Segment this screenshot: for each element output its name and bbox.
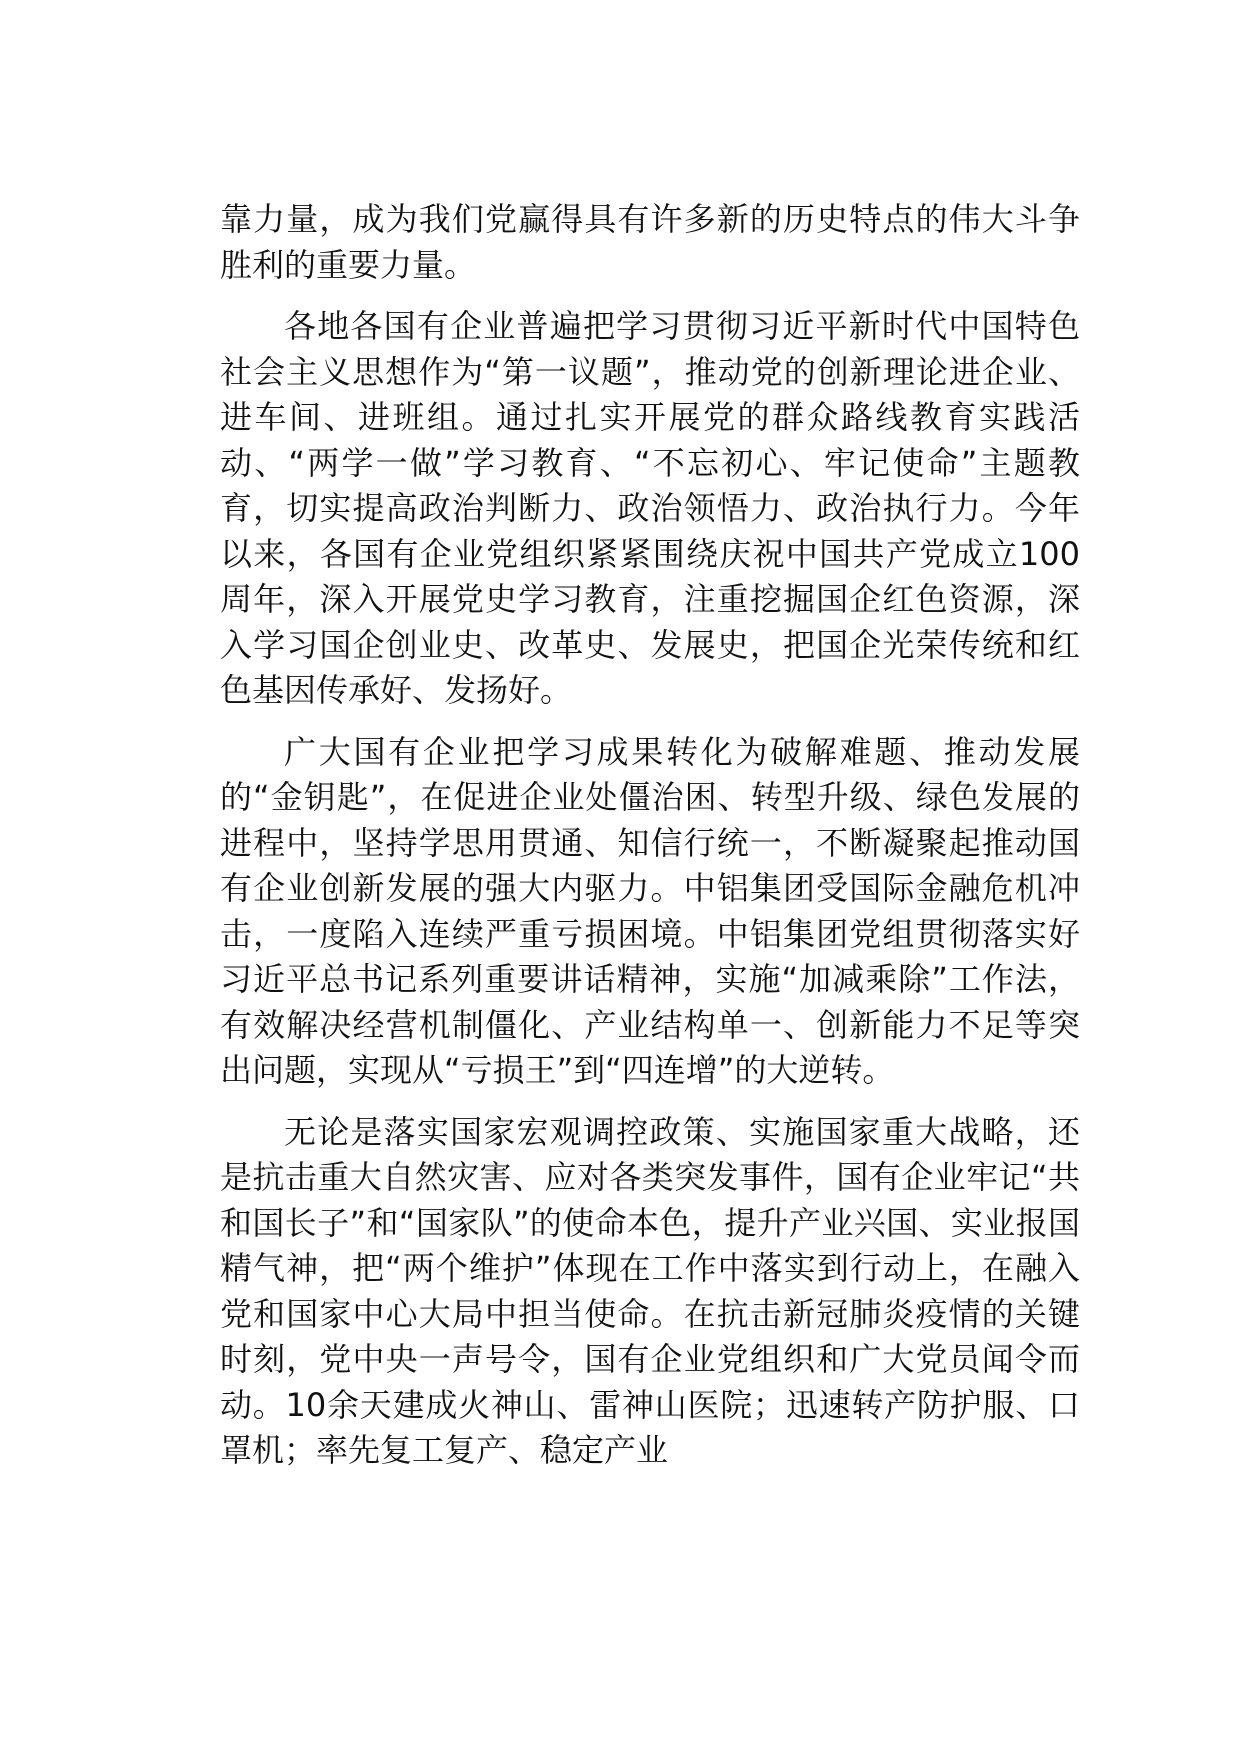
paragraph-4: 无论是落实国家宏观调控政策、实施国家重大战略，还是抗击重大自然灾害、应对各类突发事件，国有企业牢记“共和国长子”和“国家队”的使命本色，提升产业兴国、实业报国精气神，把“两个维护”体现在工作中落实到行动上，在融入党和国家中心大局中担当使命。在抗击新冠肺炎疫情的关键时刻，党中央一声号令，国有企业党组织和广大党员闻令而动。10余天建成火神山、雷神山医院；迅速转产防护服、口罩机；率先复工复产、稳定产业 [220, 1112, 1080, 1469]
document-body [220, 197, 1080, 1490]
paragraph-3: 广大国有企业把学习成果转化为破解难题、推动发展的“金钥匙”，在促进企业处僵治困、转型升级、绿色发展的进程中，坚持学思用贯通、知信行统一，不断凝聚起推动国有企业创新发展的强大内驱力。中铝集团受国际金融危机冲击，一度陷入连续严重亏损困境。中铝集团党组贯彻落实好习近平总书记系列重要讲话精神，实施“加减乘除”工作法，有效解决经营机制僵化、产业结构单一、创新能力不足等突出问题，实现从“亏损王”到“四连增”的大逆转。 [220, 732, 1080, 1089]
paragraph-1: 靠力量，成为我们党赢得具有许多新的历史特点的伟大斗争胜利的重要力量。 [220, 200, 1080, 284]
paragraph-2: 各地各国有企业普遍把学习贯彻习近平新时代中国特色社会主义思想作为“第一议题”，推动党的创新理论进企业、进车间、进班组。通过扎实开展党的群众路线教育实践活动、“两学一做”学习教育、“不忘初心、牢记使命”主题教育，切实提高政治判断力、政治领悟力、政治执行力。今年以来，各国有企业党组织紧紧围绕庆祝中国共产党成立100周年，深入开展党史学习教育，注重挖掘国企红色资源，深入学习国企创业史、改革史、发展史，把国企光荣传统和红色基因传承好、发扬好。 [220, 307, 1080, 709]
